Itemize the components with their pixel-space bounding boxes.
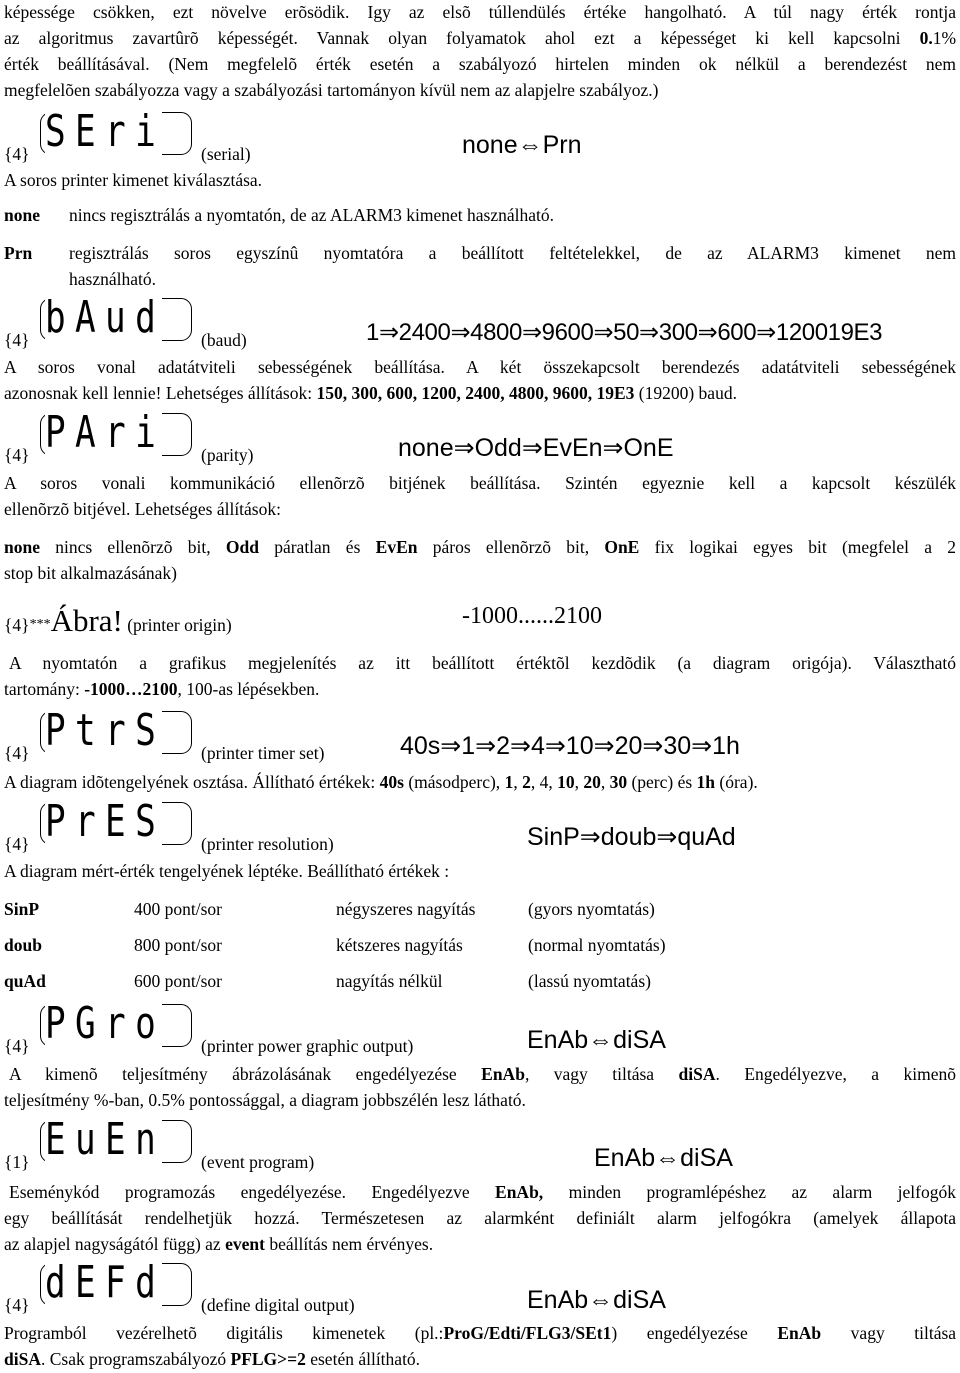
parity-name: (parity): [201, 445, 254, 465]
resolution-row-dots: 600 pont/sor: [134, 971, 222, 991]
parity-level: {4}: [4, 445, 30, 465]
event-desc-2: egy beállítását rendelhetjük hozzá. Természetesen az alarmként definiált alarm jelfogókra (amelyek állapota: [4, 1208, 956, 1228]
event-desc-1: Eseménykód programozás engedélyezése. Engedélyezve EnAb, minden programlépéshez az alarm jelfogók: [9, 1182, 956, 1202]
resolution-row-zoom: nagyítás nélkül: [336, 971, 443, 991]
intro-line-4: megfelelõen szabályozza vagy a szabályozási tartományon kívül nem az alapjelre szabályoz.): [4, 80, 659, 100]
origin-stars: ***: [29, 617, 51, 632]
intro-line-1: képessége csökken, ezt növelve erõsödik. Igy az elsõ túllendülés értéke hangolható. A túl nagy érték rontja: [4, 2, 956, 22]
resolution-name: (printer resolution): [201, 834, 334, 854]
define-display: dEFd: [40, 1263, 192, 1306]
serial-display: SEri: [40, 112, 192, 155]
resolution-options: SinP⇒doub⇒quAd: [527, 823, 736, 851]
resolution-row-zoom: négyszeres nagyítás: [336, 899, 476, 919]
resolution-row-key: SinP: [4, 899, 40, 919]
timer-level: {4}: [4, 743, 30, 763]
serial-desc: A soros printer kimenet kiválasztása.: [4, 170, 263, 190]
origin-range: -1000......2100: [462, 603, 602, 629]
timer-name: (printer timer set): [201, 743, 325, 763]
timer-options: 40s⇒1⇒2⇒4⇒10⇒20⇒30⇒1h: [400, 732, 740, 760]
parity-desc-1: A soros vonali kommunikáció ellenõrzõ bitjének beállítása. Szintén egyeznie kell a kapcsolt készülék: [4, 473, 956, 493]
baud-desc-2: azonosnak kell lennie! Lehetséges állítások: 150, 300, 600, 1200, 2400, 4800, 9600, 19E3 (19200) baud.: [4, 383, 737, 403]
origin-desc-1: A nyomtatón a grafikus megjelenítés az itt beállított értéktõl kezdõdik (a diagram origója). Választható: [9, 653, 956, 673]
parity-options: none⇒Odd⇒EvEn⇒OnE: [398, 434, 674, 462]
event-display: EuEn: [40, 1120, 192, 1163]
baud-options: 1⇒2400⇒4800⇒9600⇒50⇒300⇒600⇒120019E3: [366, 319, 883, 346]
intro-line-3: érték beállításával. (Nem megfelelõ érték esetén a szabályozó hirtelen minden ok nélkül a berendezést nem: [4, 54, 957, 74]
baud-name: (baud): [201, 330, 247, 350]
resolution-row-key: doub: [4, 935, 42, 955]
serial-item-key: none: [4, 205, 40, 225]
resolution-row-zoom: kétszeres nagyítás: [336, 935, 463, 955]
define-name: (define digital output): [201, 1295, 355, 1315]
resolution-row-speed: (lassú nyomtatás): [528, 971, 651, 991]
serial-item-text: nincs regisztrálás a nyomtatón, de az ALARM3 kimenet használható.: [69, 205, 555, 225]
timer-desc: A diagram idõtengelyének osztása. Állítható értékek: 40s (másodperc), 1, 2, 4, 10, 20, 30 (perc) és 1h (óra).: [4, 772, 758, 792]
resolution-level: {4}: [4, 834, 30, 854]
power-desc-2: teljesítmény %-ban, 0.5% pontossággal, a diagram jobbszélén lesz látható.: [4, 1090, 526, 1110]
power-options: EnAb⇔diSA: [527, 1026, 666, 1054]
parity-desc-2: ellenõrzõ bitjével. Lehetséges állítások:: [4, 499, 281, 519]
serial-name: (serial): [201, 144, 251, 164]
baud-level: {4}: [4, 330, 30, 350]
power-display: PGro: [40, 1004, 192, 1047]
event-name: (event program): [201, 1152, 315, 1172]
serial-level: {4}: [4, 144, 30, 164]
event-level: {1}: [4, 1152, 30, 1172]
define-desc-2: diSA. Csak programszabályozó PFLG>=2 esetén állítható.: [4, 1349, 421, 1369]
serial-item-text-cont: használható.: [69, 269, 156, 289]
resolution-row-dots: 800 pont/sor: [134, 935, 222, 955]
resolution-row-speed: (gyors nyomtatás): [528, 899, 655, 919]
parity-desc-3: none nincs ellenõrzõ bit, Odd páratlan és EvEn páros ellenõrzõ bit, OnE fix logikai egyes bit (megfelel a 2: [4, 537, 957, 557]
resolution-row-key: quAd: [4, 971, 46, 991]
baud-display: bAud: [40, 298, 192, 341]
resolution-display: PrES: [40, 802, 192, 845]
resolution-row-speed: (normal nyomtatás): [528, 935, 666, 955]
serial-item-text: regisztrálás soros egyszínû nyomtatóra a beállított feltételekkel, de az ALARM3 kimenet nem: [69, 243, 956, 263]
resolution-row-dots: 400 pont/sor: [134, 899, 222, 919]
intro-line-2: az algoritmus zavartûrõ képességét. Vannak olyan folyamatok ahol ezt a képességet ki kell kapcsolni 0.1%: [4, 28, 957, 48]
power-name: (printer power graphic output): [201, 1036, 414, 1056]
define-options: EnAb⇔diSA: [527, 1286, 666, 1314]
timer-display: PtrS: [40, 711, 192, 754]
resolution-desc: A diagram mért-érték tengelyének léptéke. Beállítható értékek :: [4, 861, 450, 881]
define-desc-1: Programból vezérelhetõ digitális kimenetek (pl.:ProG/Edti/FLG3/SEt1) engedélyezése EnAb vagy tiltása: [4, 1323, 957, 1343]
serial-item-key: Prn: [4, 243, 33, 263]
baud-desc-1: A soros vonal adatátviteli sebességének beállítása. A két összekapcsolt berendezés adatátviteli sebességének: [4, 357, 956, 377]
origin-desc-2: tartomány: -1000…2100, 100-as lépésekben.: [4, 679, 320, 699]
parity-display: PAri: [40, 413, 192, 456]
define-level: {4}: [4, 1295, 30, 1315]
power-level: {4}: [4, 1036, 30, 1056]
serial-options: none⇔Prn: [462, 131, 582, 159]
event-desc-3: az alapjel nagyságától függ) az event beállítás nem érvényes.: [4, 1234, 434, 1254]
origin-level: {4}: [4, 615, 30, 635]
origin-header: [4, 603, 232, 638]
origin-name: (printer origin): [127, 615, 232, 635]
origin-figure: Ábra!: [50, 603, 123, 638]
event-options: EnAb⇔diSA: [594, 1144, 733, 1172]
power-desc-1: A kimenõ teljesítmény ábrázolásának engedélyezése EnAb, vagy tiltása diSA. Engedélyezve, a kimenõ: [9, 1064, 957, 1084]
parity-desc-4: stop bit alkalmazásának): [4, 563, 177, 583]
